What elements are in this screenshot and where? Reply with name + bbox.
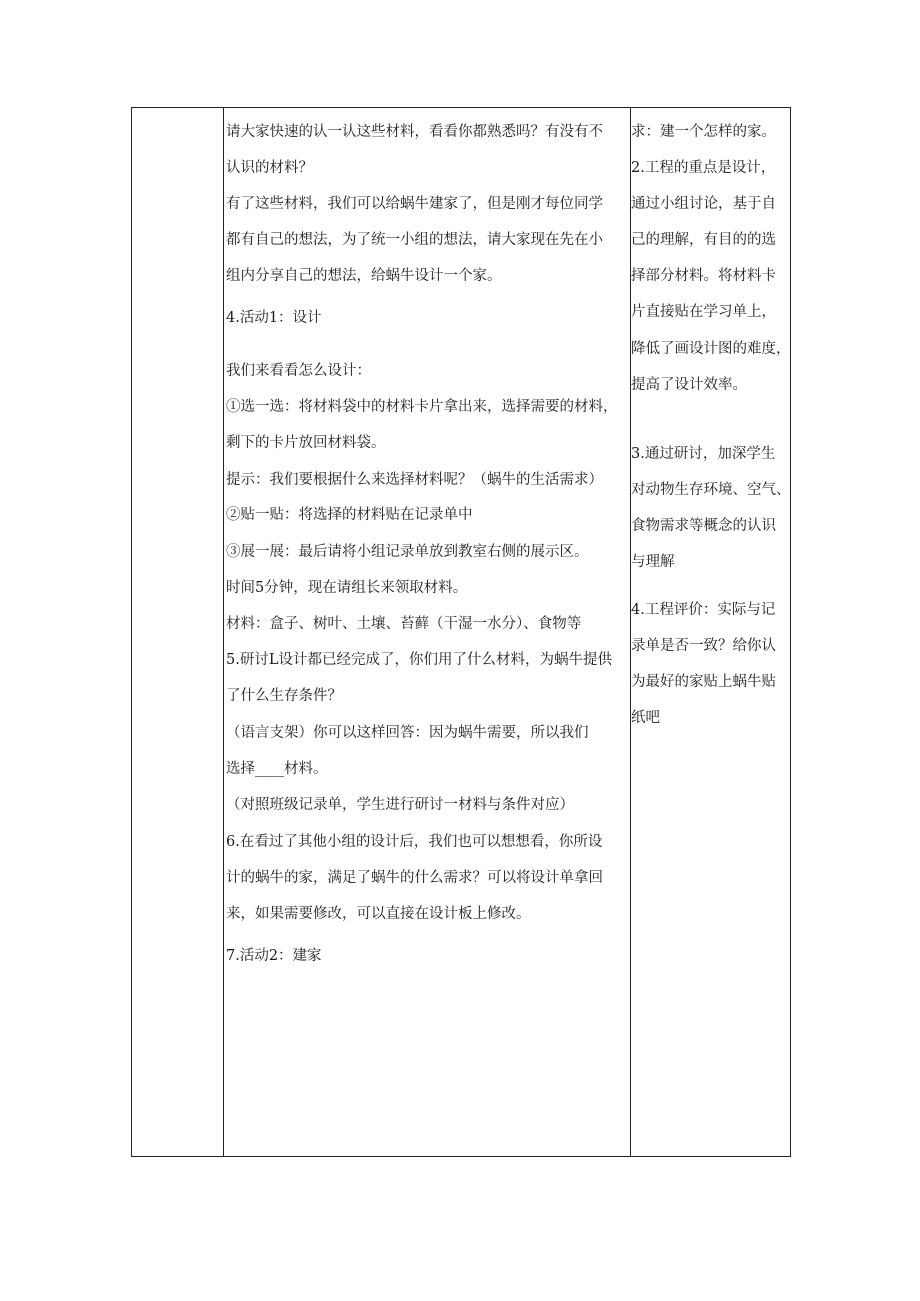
- design-intent-text-line: 己的理解，有目的的选: [631, 232, 776, 248]
- teaching-text-line: 5.研讨L设计都已经完成了，你们用了什么材料，为蜗牛提供: [226, 652, 612, 668]
- design-intent-text-line: 求：建一个怎样的家。: [631, 124, 776, 140]
- teaching-text-line: 组内分享自己的想法，给蜗牛设计一个家。: [226, 268, 502, 284]
- design-intent-text-line: 择部分材料。将材料卡: [631, 268, 776, 284]
- design-intent-text-line: 4.工程评价：实际与记: [631, 602, 776, 618]
- teaching-text-line: ③展一展：最后请将小组记录单放到教室右侧的展示区。: [226, 544, 589, 560]
- teaching-text-line: 材料：盒子、树叶、土壤、苔藓（干湿一水分）、食物等: [226, 616, 582, 632]
- teaching-text-line: 认识的材料？: [226, 160, 313, 176]
- teaching-process-cell: [224, 108, 631, 1156]
- teaching-text-line: 都有自己的想法，为了统一小组的想法，请大家现在先在小: [226, 232, 603, 248]
- teaching-text-line: 我们来看看怎么设计：: [226, 363, 371, 379]
- design-intent-text-line: 食物需求等概念的认识: [631, 518, 776, 534]
- teaching-text-line: 了什么生存条件？: [226, 688, 342, 704]
- design-intent-text-line: 片直接贴在学习单上，: [631, 304, 776, 320]
- design-intent-text-line: 为最好的家贴上蜗牛贴: [631, 674, 776, 690]
- design-intent-cell: [631, 108, 790, 1156]
- design-intent-text-line: 与理解: [631, 554, 675, 570]
- teaching-text-line: 6.在看过了其他小组的设计后，我们也可以想想看，你所设: [226, 834, 603, 850]
- teaching-text-line: 选择____材料。: [226, 761, 328, 777]
- left-column-cell: [132, 108, 224, 1156]
- teaching-text-line: 计的蜗牛的家，满足了蜗牛的什么需求？可以将设计单拿回: [226, 870, 603, 886]
- teaching-text-line: ①选一选：将材料袋中的材料卡片拿出来，选择需要的材料，: [226, 399, 618, 415]
- teaching-text-line: 有了这些材料，我们可以给蜗牛建家了，但是刚才每位同学: [226, 196, 603, 212]
- teaching-text-line: 来，如果需要修改，可以直接在设计板上修改。: [226, 906, 531, 922]
- teaching-text-line: 时间5分钟，现在请组长来领取材料。: [226, 580, 468, 596]
- design-intent-text-line: 提高了设计效率。: [631, 377, 747, 393]
- design-intent-text-line: 通过小组讨论，基于自: [631, 196, 776, 212]
- teaching-text-line: 4.活动1：设计: [226, 310, 322, 326]
- design-intent-text-line: 对动物生存环境、空气、: [631, 482, 791, 498]
- teaching-text-line: ②贴一贴：将选择的材料贴在记录单中: [226, 507, 473, 523]
- design-intent-text-line: 2.工程的重点是设计，: [631, 160, 776, 176]
- teaching-text-line: 请大家快速的认一认这些材料，看看你都熟悉吗？有没有不: [226, 124, 603, 140]
- teaching-text-line: 提示：我们要根据什么来选择材料呢？（蜗牛的生活需求）: [226, 472, 603, 488]
- design-intent-text-line: 纸吧: [631, 710, 660, 726]
- design-intent-text-line: 录单是否一致？给你认: [631, 638, 776, 654]
- teaching-text-line: 7.活动2：建家: [226, 948, 322, 964]
- teaching-text-line: （语言支架）你可以这样回答：因为蜗牛需要，所以我们: [226, 725, 589, 741]
- design-intent-text-line: 降低了画设计图的难度，: [631, 341, 791, 357]
- teaching-text-line: （对照班级记录单，学生进行研讨一材料与条件对应）: [226, 797, 574, 813]
- lesson-plan-table: [131, 107, 791, 1157]
- design-intent-text-line: 3.通过研讨，加深学生: [631, 446, 776, 462]
- teaching-text-line: 剩下的卡片放回材料袋。: [226, 435, 386, 451]
